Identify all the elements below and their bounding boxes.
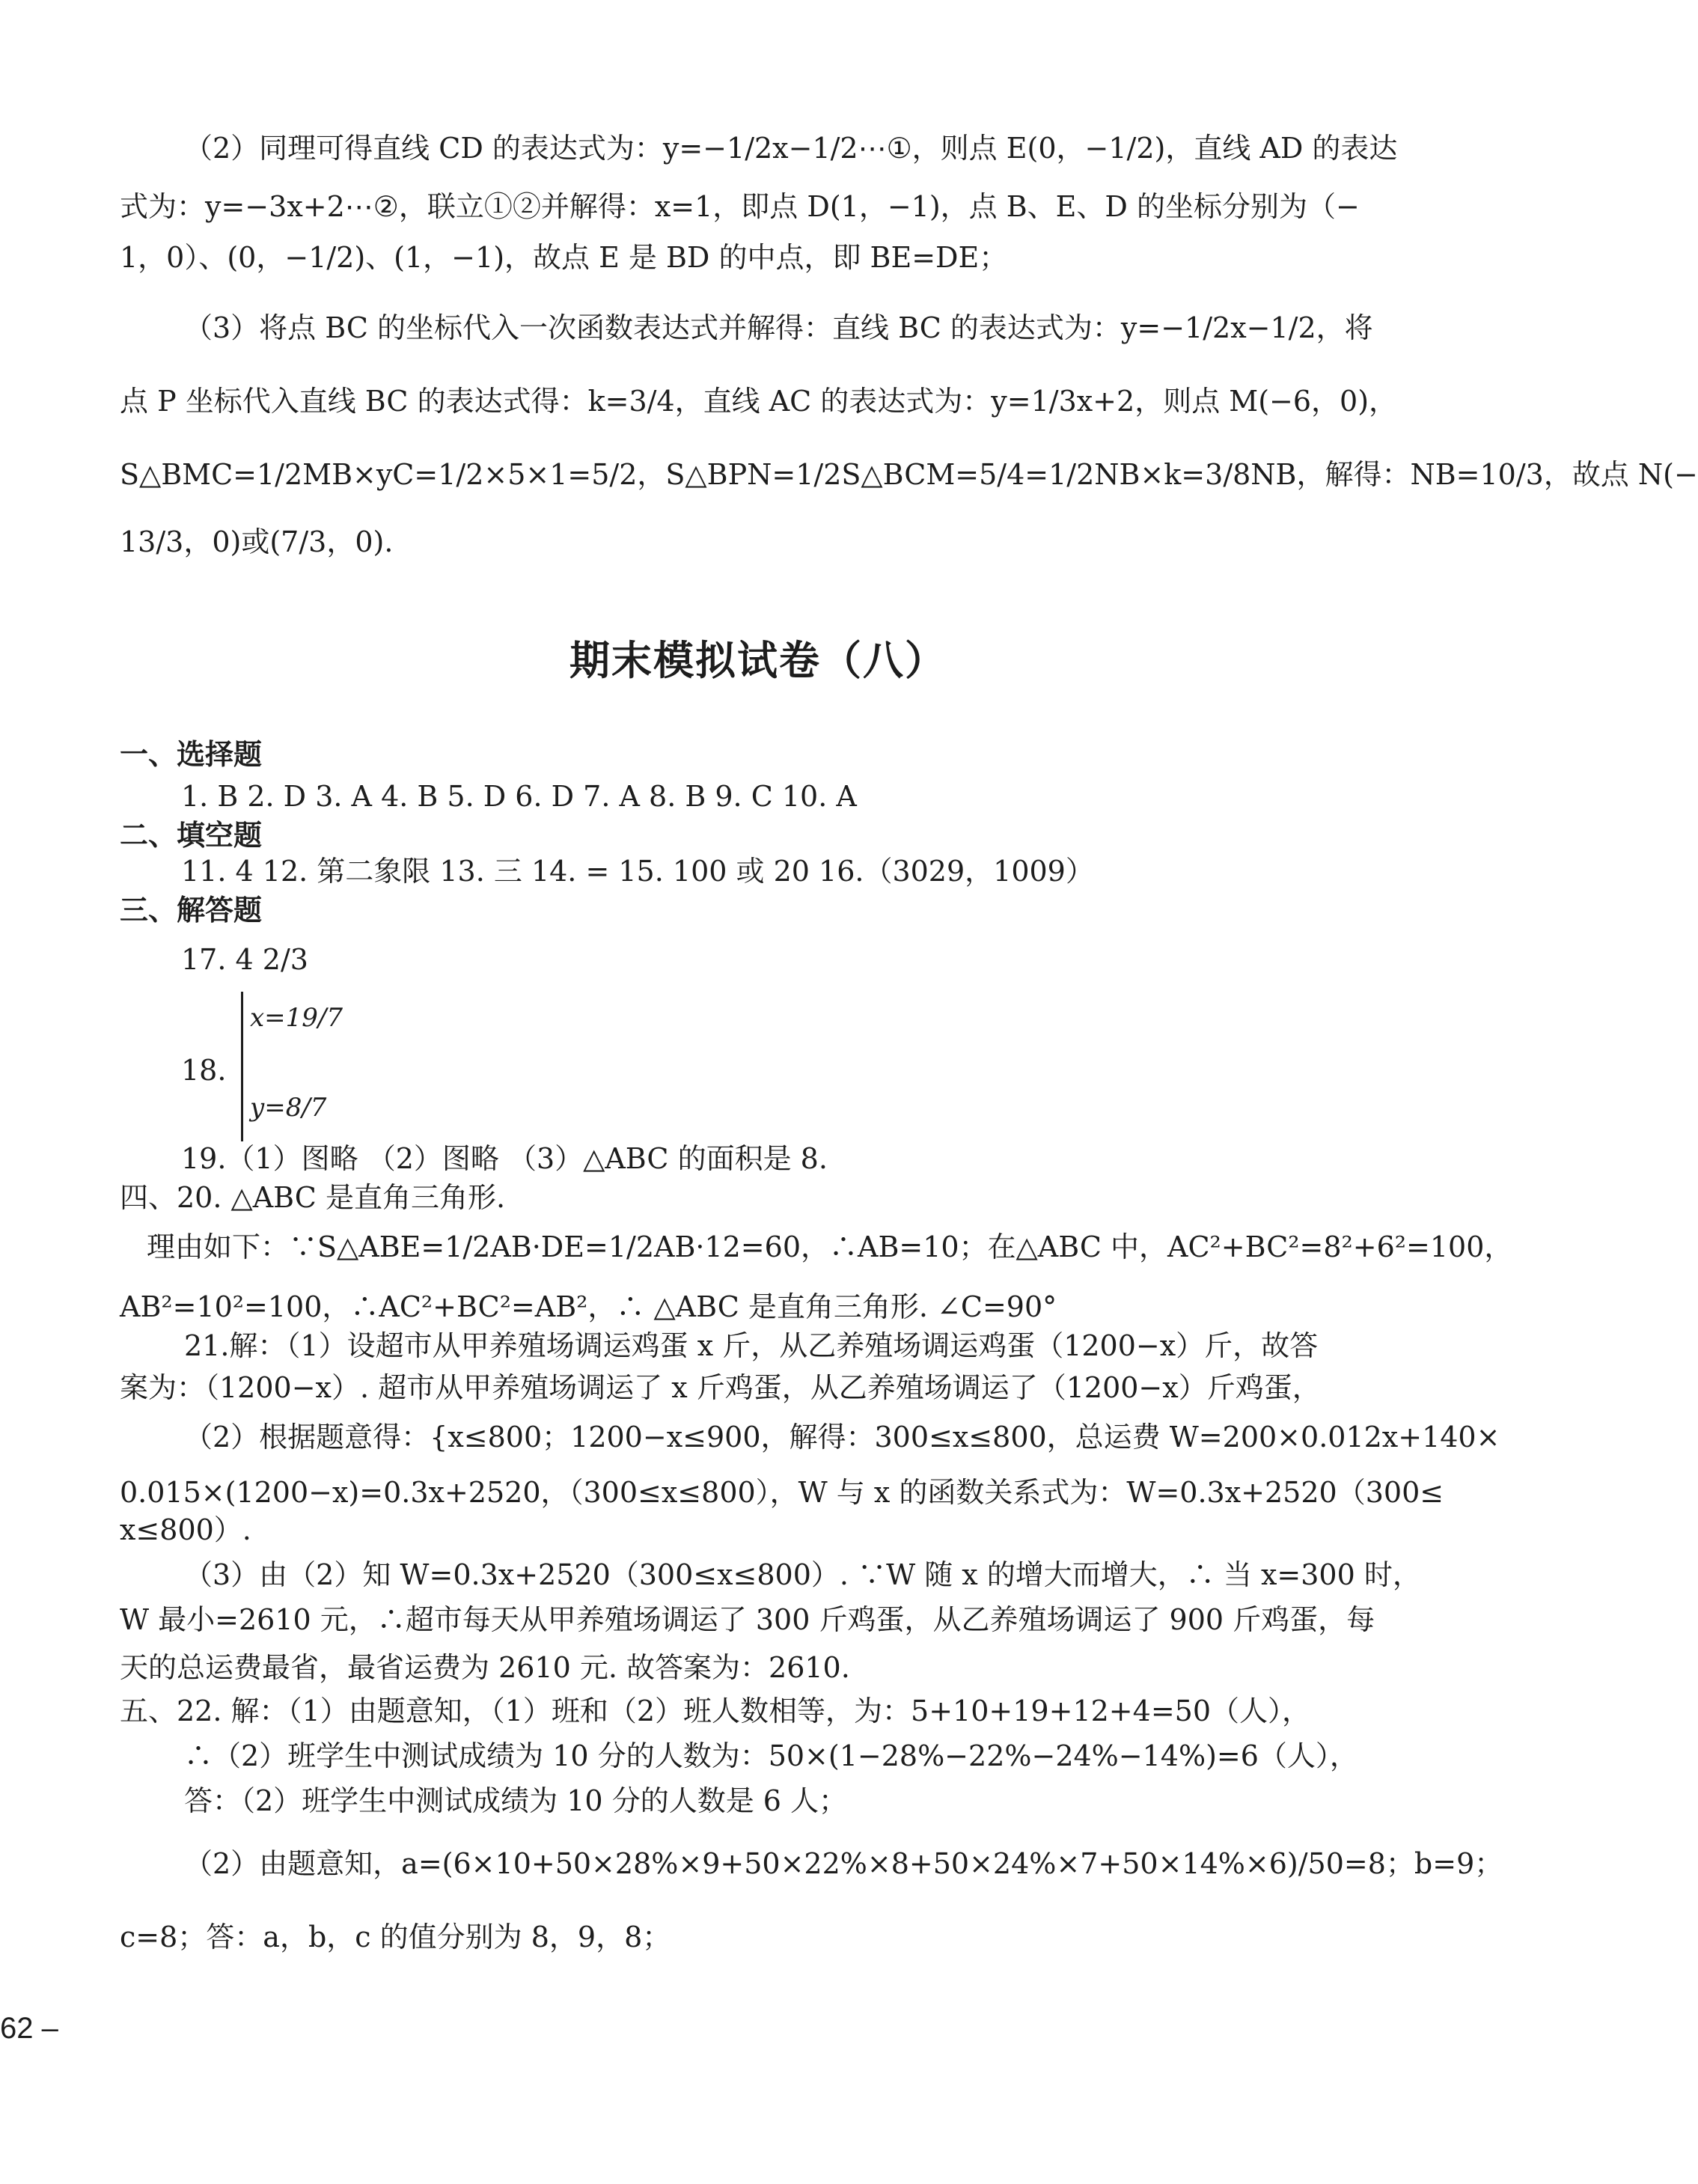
answer-line: 1. B 2. D 3. A 4. B 5. D 6. D 7. A 8. B 9. C 10. A [181, 780, 857, 813]
text-line: 13/3，0)或(7/3，0). [120, 525, 394, 558]
section-title: 二、填空题 [120, 819, 263, 852]
text-line: W 最小=2610 元，∴超市每天从甲养殖场调运了 300 斤鸡蛋，从乙养殖场调运了 900 斤鸡蛋，每 [120, 1603, 1375, 1636]
text-line: （2）同理可得直线 CD 的表达式为：y=−1/2x−1/2⋯①，则点 E(0，−1/2)，直线 AD 的表达 [184, 132, 1398, 165]
answer-line: 11. 4 12. 第二象限 13. 三 14. = 15. 100 或 20 16.（3029，1009） [181, 855, 1094, 888]
section-title: 三、解答题 [120, 894, 263, 927]
text-line: （3）将点 BC 的坐标代入一次函数表达式并解得：直线 BC 的表达式为：y=−1/2x−1/2，将 [184, 311, 1373, 344]
equation-line: y=8/7 [250, 1093, 327, 1123]
text-line: S△BMC=1/2MB×yC=1/2×5×1=5/2，S△BPN=1/2S△BCM=5/4=1/2NB×k=3/8NB，解得：NB=10/3，故点 N(− [120, 458, 1698, 491]
text-line: 1，0）、(0，−1/2)、(1，−1)，故点 E 是 BD 的中点，即 BE=DE； [120, 241, 1008, 274]
text-line: 式为：y=−3x+2⋯②，联立①②并解得：x=1，即点 D(1，−1)，点 B、E、D 的坐标分别为（− [120, 190, 1360, 223]
text-line: （3）由（2）知 W=0.3x+2520（300≤x≤800）. ∵W 随 x 的增大而增大，∴ 当 x=300 时， [184, 1558, 1421, 1591]
text-line: 天的总运费最省，最省运费为 2610 元. 故答案为：2610. [120, 1651, 850, 1684]
equation-line: x=19/7 [250, 1003, 343, 1033]
text-line: 五、22. 解：（1）由题意知，（1）班和（2）班人数相等，为：5+10+19+12+4=50（人）， [120, 1695, 1311, 1727]
text-line: ∴（2）班学生中测试成绩为 10 分的人数为：50×(1−28%−22%−24%−14%)=6（人）， [184, 1739, 1358, 1772]
answer-line: 17. 4 2/3 [181, 943, 308, 976]
text-line: 0.015×(1200−x)=0.3x+2520，（300≤x≤800），W 与 x 的函数关系式为：W=0.3x+2520（300≤ [120, 1476, 1444, 1509]
section-title: 一、选择题 [120, 738, 263, 771]
text-line: （2）根据题意得：{x≤800；1200−x≤900，解得：300≤x≤800，总运费 W=200×0.012x+140× [184, 1421, 1500, 1454]
text-line: x≤800）. [120, 1513, 251, 1546]
text-line: 点 P 坐标代入直线 BC 的表达式得：k=3/4，直线 AC 的表达式为：y=1/3x+2，则点 M(−6，0)， [120, 385, 1398, 418]
text-line: c=8；答：a，b，c 的值分别为 8，9，8； [120, 1921, 671, 1953]
text-line: AB²=10²=100，∴AC²+BC²=AB²，∴ △ABC 是直角三角形. ∠C=90° [120, 1290, 1057, 1323]
text-line: 21.解：（1）设超市从甲养殖场调运鸡蛋 x 斤，从乙养殖场调运鸡蛋（1200−x）斤，故答 [184, 1329, 1319, 1362]
question-label: 18. [181, 1054, 227, 1087]
answer-line: 四、20. △ABC 是直角三角形. [120, 1181, 506, 1214]
text-line: 案为：（1200−x）. 超市从甲养殖场调运了 x 斤鸡蛋，从乙养殖场调运了（1200−x）斤鸡蛋， [120, 1371, 1321, 1404]
page-title: 期末模拟试卷（八） [569, 637, 947, 684]
text-line: （2）由题意知，a=(6×10+50×28%×9+50×22%×8+50×24%×7+50×14%×6)/50=8；b=9； [184, 1847, 1503, 1880]
answer-line: 19.（1）图略 （2）图略 （3）△ABC 的面积是 8. [181, 1142, 828, 1175]
page-number: 62 – [0, 2012, 58, 2045]
text-line: 答：（2）班学生中测试成绩为 10 分的人数是 6 人； [184, 1784, 848, 1817]
text-line: 理由如下：∵S△ABE=1/2AB·DE=1/2AB·12=60，∴AB=10；在△ABC 中，AC²+BC²=8²+6²=100， [147, 1230, 1513, 1263]
